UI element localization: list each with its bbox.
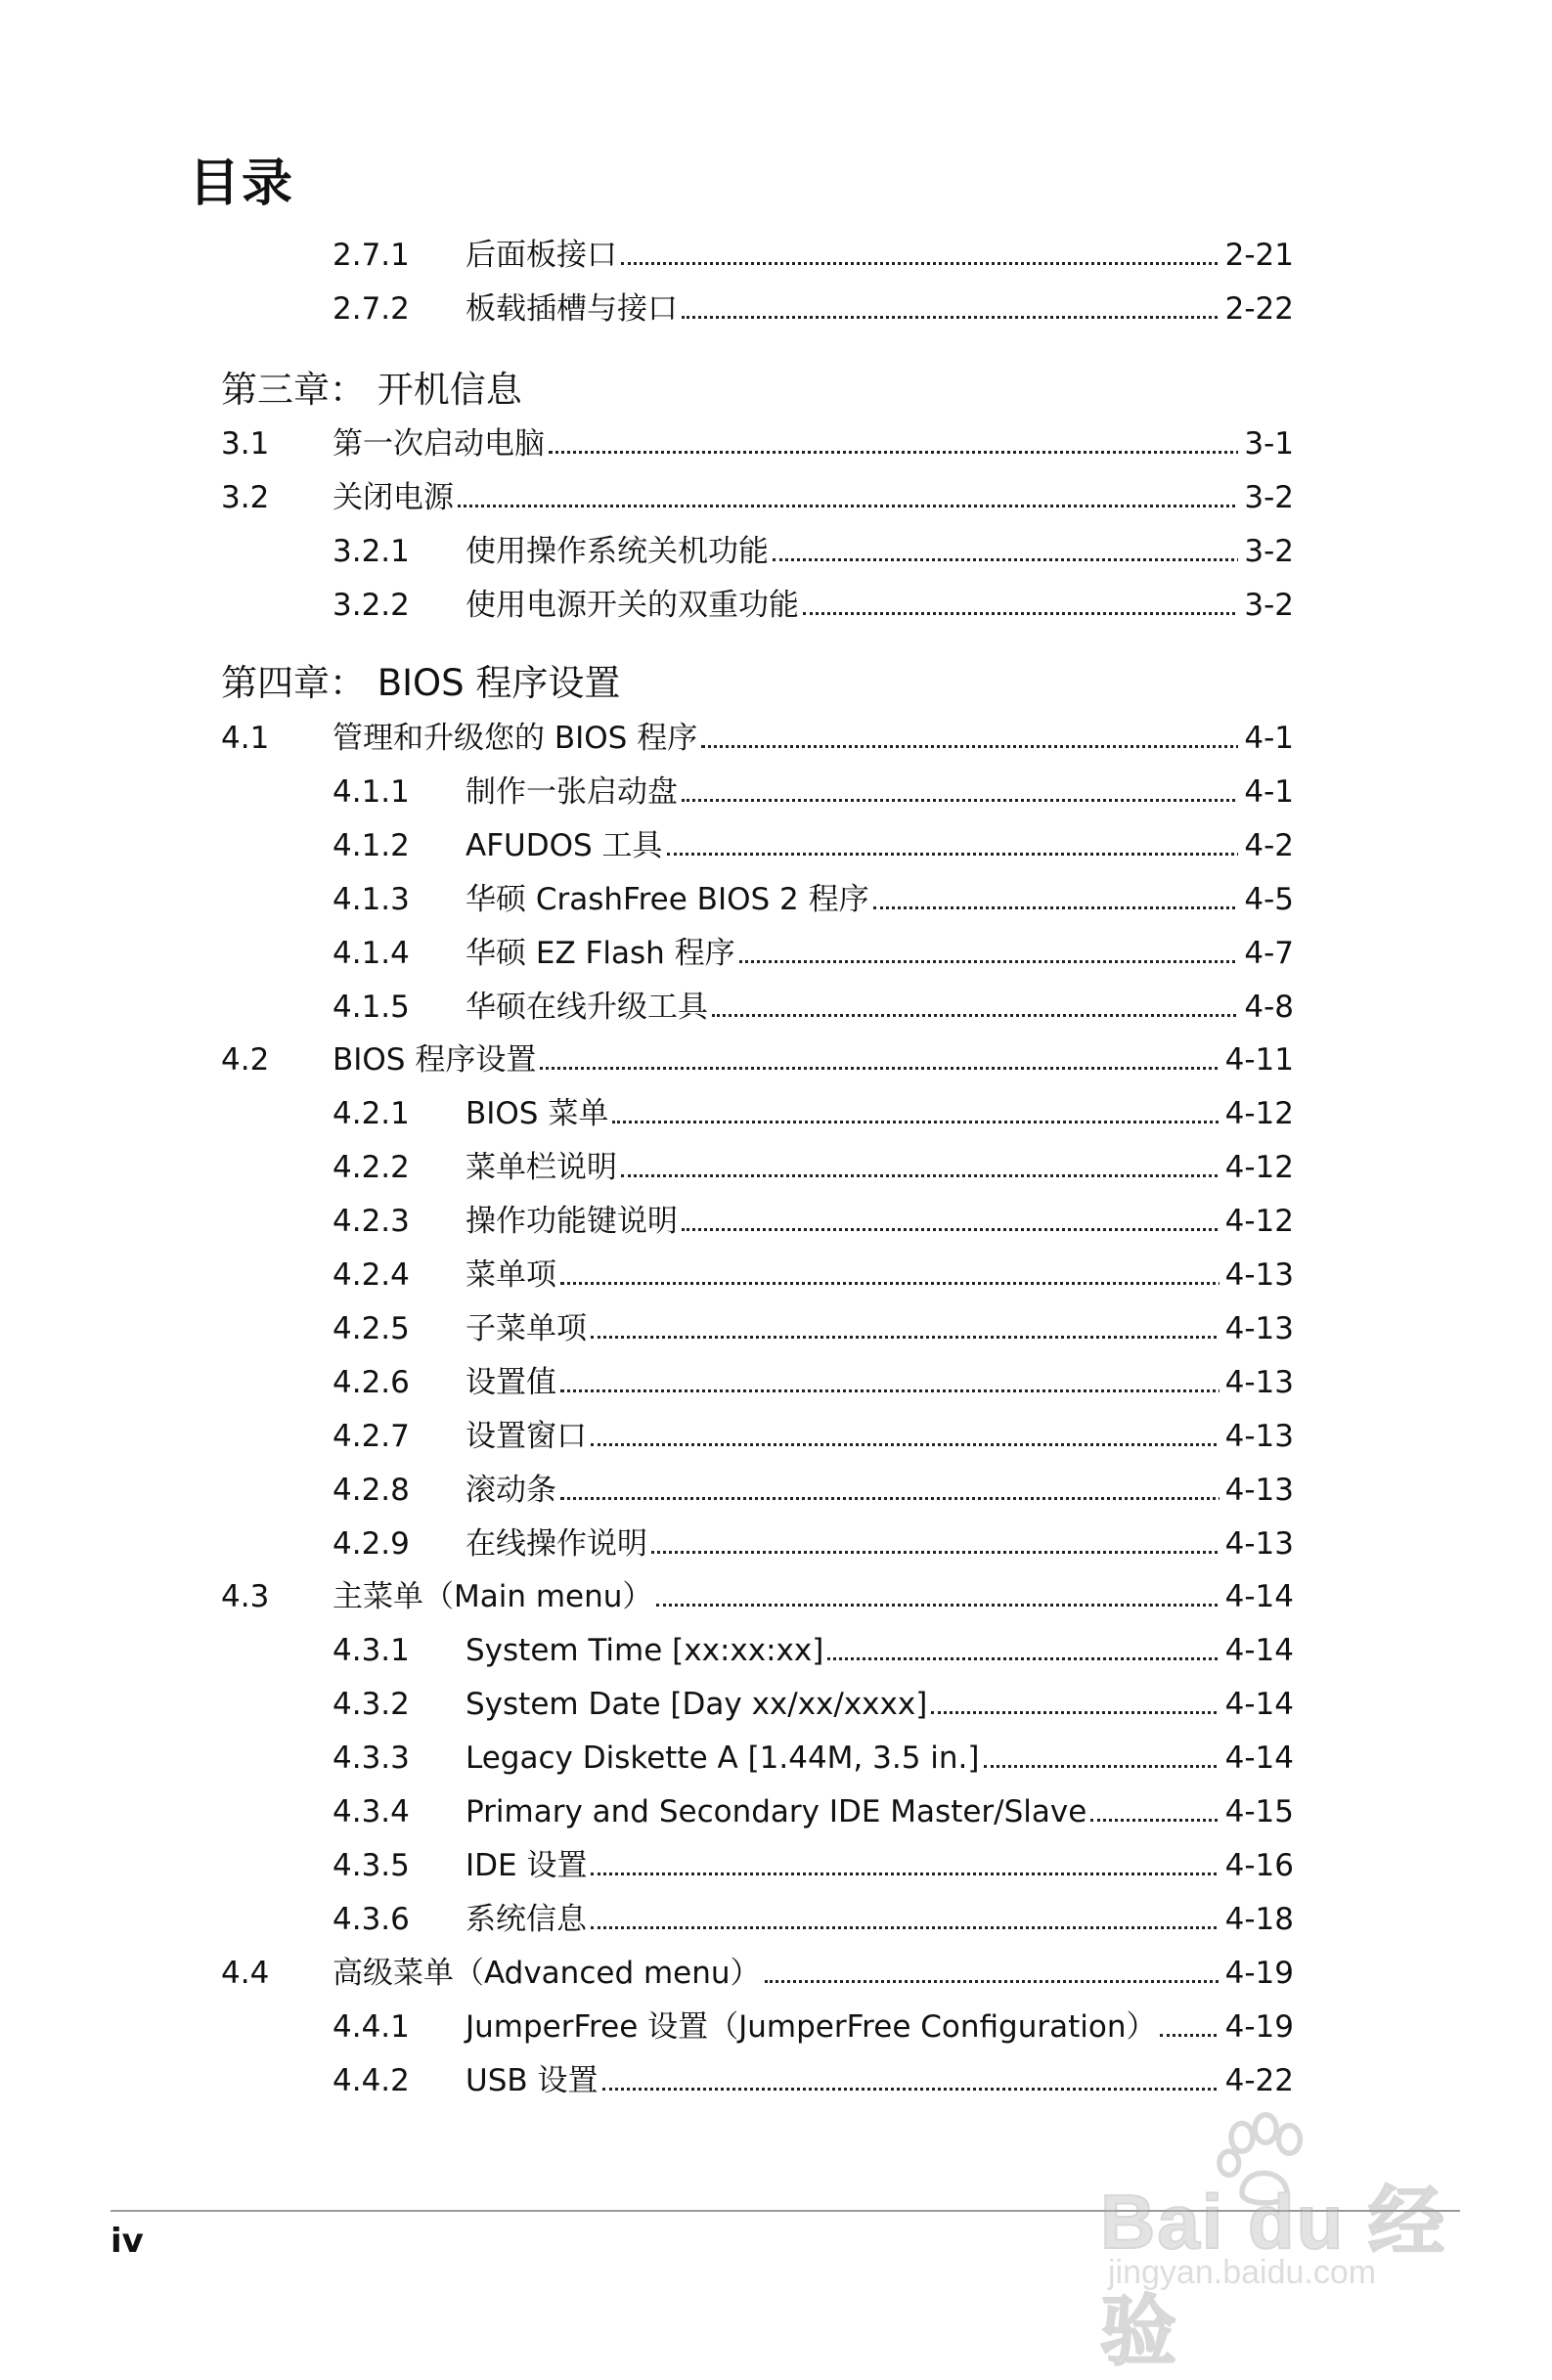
toc-entry-page: 4-14 (1219, 1575, 1294, 1618)
toc-entry-title: 制作一张启动盘 (466, 771, 682, 814)
watermark-url: jingyan.baidu.com (1108, 2254, 1377, 2291)
toc-entry-leader (466, 1200, 1294, 1243)
toc-entry-title: Primary and Secondary IDE Master/Slave (466, 1790, 1090, 1833)
toc-entry-number: 4.1.3 (333, 881, 410, 917)
dot-leader (739, 960, 1294, 963)
toc-entry-number: 3.1 (221, 426, 270, 462)
toc-entry-number: 4.3.3 (333, 1741, 410, 1777)
dot-leader (701, 745, 1294, 748)
toc-entry-title: BIOS 程序设置 (333, 1038, 540, 1081)
toc-entry (0, 1790, 1552, 1833)
toc-entry-leader (466, 1146, 1294, 1189)
toc-entry-title: 菜单项 (466, 1254, 560, 1297)
toc-entry-page: 4-12 (1219, 1146, 1294, 1189)
toc-entry (0, 1469, 1552, 1512)
dot-leader (682, 316, 1294, 319)
watermark-brand: Bai du 经验 (1100, 2179, 1447, 2374)
toc-entry-leader (466, 932, 1294, 975)
toc-entry-number: 4.4 (221, 1955, 270, 1991)
toc-entry-title: 第一次启动电脑 (333, 422, 549, 465)
toc-entry-number: 4.2.6 (333, 1364, 410, 1400)
toc-entry-title: 关闭电源 (333, 476, 458, 519)
toc-entry-number: 4.1 (221, 721, 270, 756)
toc-entry-page: 4-15 (1219, 1790, 1294, 1833)
toc-entry-title: 使用电源开关的双重功能 (466, 584, 803, 627)
toc-entry-number: 4.3 (221, 1579, 270, 1615)
toc-entry-number: 4.3.6 (333, 1901, 410, 1937)
toc-entry-title: 菜单栏说明 (466, 1146, 621, 1189)
toc-entry-leader (333, 1575, 1294, 1618)
toc-entry-leader (466, 1898, 1294, 1941)
toc-entry-title: 管理和升级您的 BIOS 程序 (333, 717, 701, 760)
chapter-heading-3: 第三章： 开机信息 (221, 369, 522, 411)
toc-entry-title: 子菜单项 (466, 1307, 591, 1350)
toc-entry-leader (466, 1415, 1294, 1458)
toc-entry-leader (466, 1307, 1294, 1350)
toc-entry-leader (466, 1092, 1294, 1135)
toc-entry-leader (333, 422, 1294, 465)
toc-entry-number: 4.2.1 (333, 1096, 410, 1132)
toc-entry-page: 2-21 (1219, 234, 1294, 277)
toc-entry-leader (333, 1952, 1294, 1995)
toc-entry-title: 华硕在线升级工具 (466, 986, 712, 1029)
toc-entry-number: 3.2 (221, 479, 270, 515)
toc-entry-number: 4.2 (221, 1042, 270, 1079)
toc-entry-title: 主菜单（Main menu） (333, 1575, 656, 1618)
toc-entry-page: 4-19 (1219, 2005, 1294, 2049)
toc-entry (0, 1683, 1552, 1726)
toc-entry-number: 4.3.2 (333, 1687, 410, 1723)
toc-entry-leader (466, 2005, 1294, 2049)
toc-entry-number: 2.7.1 (333, 238, 410, 273)
toc-entry-leader (466, 1790, 1294, 1833)
toc-entry (0, 1844, 1552, 1887)
toc-entry-leader (333, 476, 1294, 519)
toc-entry (0, 1038, 1552, 1081)
toc-entry-title: IDE 设置 (466, 1844, 591, 1887)
toc-entry (0, 1361, 1552, 1404)
toc-entry-title: System Date [Day xx/xx/xxxx] (466, 1683, 931, 1726)
toc-entry-number: 2.7.2 (333, 290, 410, 327)
toc-entry-number: 4.1.4 (333, 935, 410, 971)
toc-entry-page: 4-13 (1219, 1415, 1294, 1458)
toc-entry-title: 高级菜单（Advanced menu） (333, 1952, 765, 1995)
toc-entry-leader (466, 1629, 1294, 1672)
toc-entry-leader (333, 1038, 1294, 1081)
toc-entry-page: 4-16 (1219, 1844, 1294, 1887)
toc-entry (0, 1146, 1552, 1189)
toc-entry-title: AFUDOS 工具 (466, 824, 667, 867)
toc-entry-page: 4-12 (1219, 1092, 1294, 1135)
toc-entry-page: 4-12 (1219, 1200, 1294, 1243)
toc-entry-title: 在线操作说明 (466, 1522, 651, 1565)
toc-entry-title: 板载插槽与接口 (466, 287, 682, 331)
toc-entry-title: USB 设置 (466, 2059, 602, 2102)
dot-leader (773, 558, 1294, 561)
toc-entry (0, 1575, 1552, 1618)
toc-entry (0, 986, 1552, 1029)
toc-entry-leader (466, 1361, 1294, 1404)
dot-leader (458, 505, 1294, 507)
footer-page-number: iv (111, 2222, 144, 2261)
toc-entry-page: 4-1 (1238, 717, 1294, 760)
dot-leader (873, 906, 1294, 909)
toc-entry (0, 1952, 1552, 1995)
toc-entry-page: 4-14 (1219, 1683, 1294, 1726)
toc-entry-page: 4-13 (1219, 1254, 1294, 1297)
toc-entry-title: 设置值 (466, 1361, 560, 1404)
toc-entry-number: 4.3.5 (333, 1847, 410, 1883)
dot-leader (591, 1336, 1294, 1339)
toc-entry-leader (466, 530, 1294, 573)
toc-entry-number: 4.2.5 (333, 1310, 410, 1346)
toc-entry (0, 584, 1552, 627)
toc-entry-title: 操作功能键说明 (466, 1200, 682, 1243)
toc-entry-page: 4-14 (1219, 1629, 1294, 1672)
toc-entry-page: 4-13 (1219, 1522, 1294, 1565)
toc-entry-number: 4.1.5 (333, 989, 410, 1025)
toc-entry (0, 824, 1552, 867)
dot-leader (656, 1604, 1294, 1607)
toc-entry (0, 476, 1552, 519)
toc-entry-number: 4.2.3 (333, 1204, 410, 1240)
toc-entry-title: Legacy Diskette A [1.44M, 3.5 in.] (466, 1737, 984, 1780)
dot-leader (621, 262, 1294, 265)
toc-entry (0, 1415, 1552, 1458)
toc-entry-leader (466, 1522, 1294, 1565)
dot-leader (560, 1282, 1294, 1285)
toc-entry-leader (466, 584, 1294, 627)
dot-leader (560, 1389, 1294, 1392)
page-title: 目录 (189, 154, 295, 213)
toc-entry-number: 4.2.4 (333, 1257, 410, 1293)
toc-entry (0, 2059, 1552, 2102)
toc-entry (0, 932, 1552, 975)
toc-entry (0, 1307, 1552, 1350)
toc-entry-leader (466, 1683, 1294, 1726)
toc-entry-leader (466, 1469, 1294, 1512)
dot-leader (612, 1121, 1294, 1124)
toc-entry-title: JumperFree 设置（JumperFree Configuration） (466, 2005, 1160, 2049)
toc-entry-leader (466, 986, 1294, 1029)
toc-entry-leader (466, 1254, 1294, 1297)
dot-leader (667, 853, 1294, 856)
toc-entry-page: 2-22 (1219, 287, 1294, 331)
toc-entry-leader (466, 2059, 1294, 2102)
toc-entry-leader (466, 287, 1294, 331)
toc-entry-page: 4-13 (1219, 1307, 1294, 1350)
toc-entry-leader (466, 1737, 1294, 1780)
toc-entry (0, 2005, 1552, 2049)
toc-entry-page: 4-2 (1238, 824, 1294, 867)
toc-entry-number: 4.2.7 (333, 1418, 410, 1454)
toc-entry-page: 4-13 (1219, 1469, 1294, 1512)
toc-entry-page: 4-19 (1219, 1952, 1294, 1995)
watermark (1100, 2107, 1472, 2374)
toc-entry-number: 4.3.4 (333, 1794, 410, 1829)
toc-entry-title: 使用操作系统关机功能 (466, 530, 773, 573)
toc-entry-number: 4.1.1 (333, 773, 410, 810)
toc-entry-page: 4-8 (1238, 986, 1294, 1029)
toc-entry (0, 771, 1552, 814)
toc-entry-number: 4.2.2 (333, 1150, 410, 1186)
toc-entry (0, 1254, 1552, 1297)
toc-entry-page: 4-1 (1238, 771, 1294, 814)
toc-entry-page: 3-2 (1238, 476, 1294, 519)
toc-entry (0, 878, 1552, 921)
toc-entry (0, 717, 1552, 760)
toc-entry-title: 华硕 CrashFree BIOS 2 程序 (466, 878, 873, 921)
toc-entry-title: 滚动条 (466, 1469, 560, 1512)
dot-leader (765, 1980, 1294, 1983)
dot-leader (803, 612, 1294, 615)
toc-entry-page: 4-11 (1219, 1038, 1294, 1081)
toc-entry-leader (466, 771, 1294, 814)
toc-entry-leader (466, 878, 1294, 921)
toc-entry-number: 4.4.1 (333, 2008, 410, 2045)
dot-leader (540, 1067, 1294, 1070)
toc-entry (0, 287, 1552, 331)
dot-leader (712, 1014, 1294, 1017)
toc-entry-leader (333, 717, 1294, 760)
toc-entry (0, 1629, 1552, 1672)
toc-entry-number: 3.2.1 (333, 533, 410, 569)
dot-leader (591, 1926, 1294, 1929)
toc-entry-number: 4.2.8 (333, 1472, 410, 1508)
toc-entry-title: BIOS 菜单 (466, 1092, 612, 1135)
toc-entry-page: 4-13 (1219, 1361, 1294, 1404)
toc-entry (0, 1898, 1552, 1941)
dot-leader (651, 1551, 1294, 1554)
toc-entry-number: 4.4.2 (333, 2062, 410, 2098)
toc-entry-number: 3.2.2 (333, 587, 410, 623)
toc-entry-title: 后面板接口 (466, 234, 621, 277)
toc-entry-page: 3-2 (1238, 584, 1294, 627)
toc-entry-page: 4-5 (1238, 878, 1294, 921)
dot-leader (591, 1443, 1294, 1446)
toc-entry (0, 234, 1552, 277)
toc-entry (0, 422, 1552, 465)
toc-entry (0, 530, 1552, 573)
dot-leader (591, 1873, 1294, 1875)
toc-entry (0, 1092, 1552, 1135)
toc-entry (0, 1522, 1552, 1565)
toc-entry-page: 4-22 (1219, 2059, 1294, 2102)
toc-entry-number: 4.2.9 (333, 1525, 410, 1562)
toc-entry-page: 4-7 (1238, 932, 1294, 975)
toc-entry-page: 4-18 (1219, 1898, 1294, 1941)
dot-leader (560, 1497, 1294, 1500)
dot-leader (549, 451, 1294, 454)
toc-entry-page: 3-2 (1238, 530, 1294, 573)
toc-entry-number: 4.1.2 (333, 827, 410, 863)
toc-entry-page: 4-14 (1219, 1737, 1294, 1780)
toc-entry-leader (466, 234, 1294, 277)
toc-entry-title: System Time [xx:xx:xx] (466, 1629, 827, 1672)
toc-entry-title: 设置窗口 (466, 1415, 591, 1458)
toc-entry-leader (466, 824, 1294, 867)
dot-leader (682, 799, 1294, 802)
toc-entry (0, 1737, 1552, 1780)
toc-entry-number: 4.3.1 (333, 1633, 410, 1669)
toc-entry-page: 3-1 (1238, 422, 1294, 465)
chapter-heading-4: 第四章： BIOS 程序设置 (221, 662, 621, 704)
toc-entry-title: 华硕 EZ Flash 程序 (466, 932, 739, 975)
toc-entry-title: 系统信息 (466, 1898, 591, 1941)
dot-leader (602, 2088, 1295, 2091)
toc-entry-leader (466, 1844, 1294, 1887)
dot-leader (682, 1228, 1294, 1231)
toc-entry (0, 1200, 1552, 1243)
dot-leader (621, 1174, 1294, 1177)
